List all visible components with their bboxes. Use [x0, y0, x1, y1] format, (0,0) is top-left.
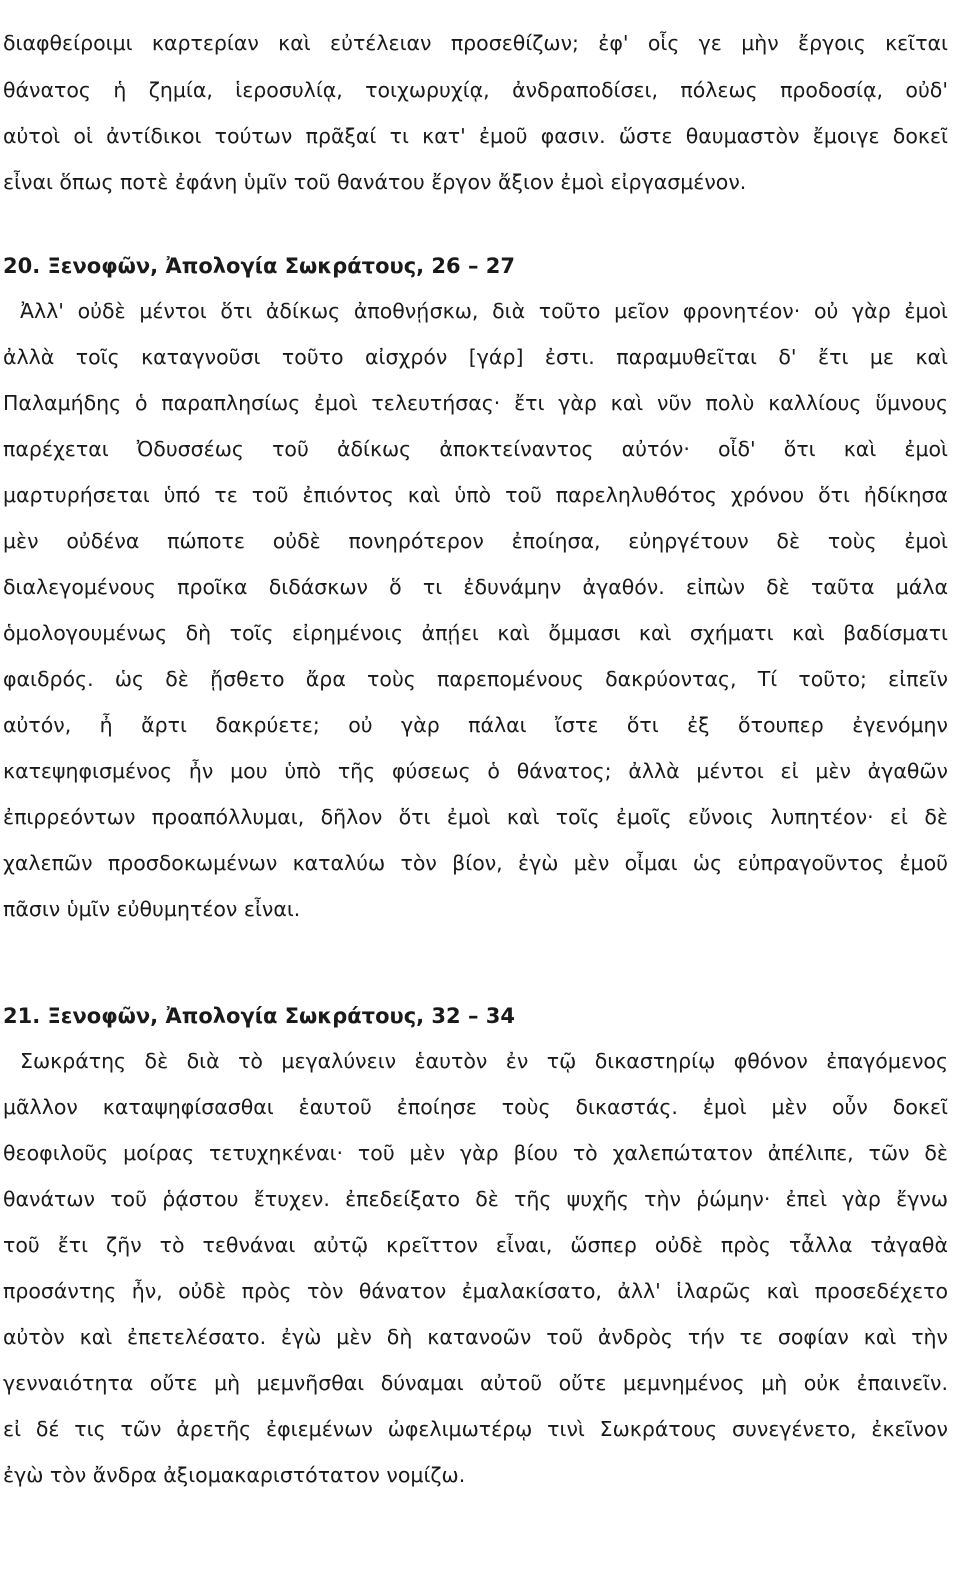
text-line: ἐπιρρεόντων προαπόλλυμαι, δῆλον ὅτι ἐμοὶ καὶ τοῖς ἐμοῖς εὔνοις λυπητέον· εἰ δὲ — [3, 805, 948, 829]
text-line: μᾶλλον καταψηφίσασθαι ἑαυτοῦ ἐποίησε τοὺς δικαστάς. ἐμοὶ μὲν οὖν δοκεῖ — [3, 1095, 948, 1119]
text-line: φαιδρός. ὡς δὲ ᾔσθετο ἄρα τοὺς παρεπομένους δακρύοντας, Τί τοῦτο; εἰπεῖν — [3, 667, 948, 691]
text-line: ἀλλὰ τοῖς καταγνοῦσι τοῦτο αἰσχρόν [γάρ] ἐστι. παραμυθεῖται δ' ἔτι με καὶ — [3, 345, 948, 369]
text-line: γενναιότητα οὔτε μὴ μεμνῆσθαι δύναμαι αὐτοῦ οὔτε μεμνημένος μὴ οὐκ ἐπαινεῖν. — [3, 1371, 948, 1395]
section-heading: 20. Ξενοφῶν, Ἀπολογία Σωκράτους, 26 – 27 — [3, 254, 515, 278]
text-line: αὐτὸν καὶ ἐπετελέσατο. ἐγὼ μὲν δὴ κατανοῶν τοῦ ἀνδρὸς τήν τε σοφίαν καὶ τὴν — [3, 1325, 948, 1349]
text-line: θεοφιλοῦς μοίρας τετυχηκέναι· τοῦ μὲν γὰρ βίου τὸ χαλεπώτατον ἀπέλιπε, τῶν δὲ — [3, 1141, 948, 1165]
text-line: Παλαμήδης ὁ παραπλησίως ἐμοὶ τελευτήσας· ἔτι γὰρ καὶ νῦν πολὺ καλλίους ὕμνους — [3, 391, 948, 415]
text-line: τοῦ ἔτι ζῆν τὸ τεθνάναι αὐτῷ κρεῖττον εἶναι, ὥσπερ οὐδὲ πρὸς τἆλλα τἀγαθὰ — [3, 1233, 948, 1257]
text-line: πᾶσιν ὑμῖν εὐθυμητέον εἶναι. — [3, 897, 301, 921]
text-line: Ἀλλ' οὐδὲ μέντοι ὅτι ἀδίκως ἀποθνῄσκω, διὰ τοῦτο μεῖον φρονητέον· οὐ γὰρ ἐμοὶ — [20, 299, 948, 323]
text-line: εἰ δέ τις τῶν ἀρετῆς ἐφιεμένων ὠφελιμωτέρῳ τινὶ Σωκράτους συνεγένετο, ἐκεῖνον — [3, 1417, 948, 1441]
text-line: θάνατος ἡ ζημία, ἱεροσυλίᾳ, τοιχωρυχίᾳ, ἀνδραποδίσει, πόλεως προδοσίᾳ, οὐδ' — [3, 78, 948, 102]
text-line: διαλεγομένους προῖκα διδάσκων ὅ τι ἐδυνάμην ἀγαθόν. εἰπὼν δὲ ταῦτα μάλα — [3, 575, 948, 599]
text-line: ἐγὼ τὸν ἄνδρα ἀξιομακαριστότατον νομίζω. — [3, 1463, 466, 1487]
section-heading: 21. Ξενοφῶν, Ἀπολογία Σωκράτους, 32 – 34 — [3, 1004, 515, 1028]
text-line: μαρτυρήσεται ὑπό τε τοῦ ἐπιόντος καὶ ὑπὸ τοῦ παρεληλυθότος χρόνου ὅτι ἠδίκησα — [3, 483, 948, 507]
text-line: παρέχεται Ὀδυσσέως τοῦ ἀδίκως ἀποκτείναντος αὐτόν· οἶδ' ὅτι καὶ ἐμοὶ — [3, 437, 948, 461]
text-line: θανάτων τοῦ ῥᾴστου ἔτυχεν. ἐπεδείξατο δὲ τῆς ψυχῆς τὴν ῥώμην· ἐπεὶ γὰρ ἔγνω — [3, 1187, 948, 1211]
text-line: προσάντης ἦν, οὐδὲ πρὸς τὸν θάνατον ἐμαλακίσατο, ἀλλ' ἱλαρῶς καὶ προσεδέχετο — [3, 1279, 948, 1303]
text-line: μὲν οὐδένα πώποτε οὐδὲ πονηρότερον ἐποίησα, εὐηργέτουν δὲ τοὺς ἐμοὶ — [3, 529, 948, 553]
text-line: διαφθείροιμι καρτερίαν καὶ εὐτέλειαν προσεθίζων; ἐφ' οἷς γε μὴν ἔργοις κεῖται — [3, 31, 948, 55]
text-line: αὐτοὶ οἱ ἀντίδικοι τούτων πρᾶξαί τι κατ' ἐμοῦ φασιν. ὥστε θαυμαστὸν ἔμοιγε δοκεῖ — [3, 124, 948, 148]
text-line: Σωκράτης δὲ διὰ τὸ μεγαλύνειν ἑαυτὸν ἐν τῷ δικαστηρίῳ φθόνον ἐπαγόμενος — [20, 1049, 948, 1073]
text-line: ὁμολογουμένως δὴ τοῖς εἰρημένοις ἀπῄει καὶ ὄμμασι καὶ σχήματι καὶ βαδίσματι — [3, 621, 948, 645]
text-line: χαλεπῶν προσδοκωμένων καταλύω τὸν βίον, ἐγὼ μὲν οἶμαι ὡς εὐπραγοῦντος ἐμοῦ — [3, 851, 948, 875]
text-line: κατεψηφισμένος ἦν μου ὑπὸ τῆς φύσεως ὁ θάνατος; ἀλλὰ μέντοι εἰ μὲν ἀγαθῶν — [3, 759, 948, 783]
text-line: αὐτόν, ἦ ἄρτι δακρύετε; οὐ γὰρ πάλαι ἴστε ὅτι ἐξ ὅτουπερ ἐγενόμην — [3, 713, 948, 737]
text-line: εἶναι ὅπως ποτὲ ἐφάνη ὑμῖν τοῦ θανάτου ἔργον ἄξιον ἐμοὶ εἰργασμένον. — [3, 170, 747, 194]
